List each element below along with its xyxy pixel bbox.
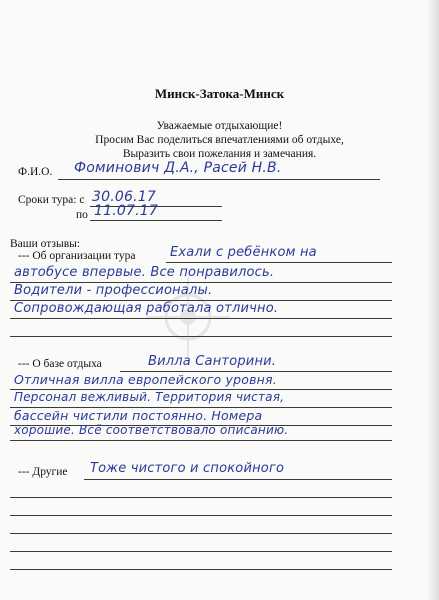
tour-dates-from-label: Сроки тура: с [18,194,85,206]
organization-label: --- Об организации тура [18,250,136,262]
base-line-3[interactable]: Персонал вежливый. Территория чистая, [14,390,285,404]
page-title: Минск-Затока-Минск [154,86,285,101]
base-label: --- О базе отдыха [18,358,102,370]
reviews-label: Ваши отзывы: [10,238,81,250]
organization-rule-5 [10,336,392,337]
base-line-1[interactable]: Вилла Санторини. [148,354,277,369]
tour-dates-to-label: по [76,209,88,221]
greeting-line-1: Уважаемые отдыхающие! [156,120,283,132]
fio-underline [58,179,380,180]
tour-date-from[interactable]: 30.06.17 [92,189,156,205]
base-line-5[interactable]: хорошие. Всё соответствовало описанию. [14,423,289,437]
greeting-line-2: Просим Вас поделиться впечатлениями об отдыхе, [95,134,344,146]
organization-line-2[interactable]: автобусе впервые. Все понравилось. [14,265,275,280]
organization-rule-4 [10,318,392,319]
other-rule-2 [10,497,392,498]
other-label: --- Другие [18,466,68,478]
organization-line-1[interactable]: Ехали с ребёнком на [170,245,317,260]
organization-line-3[interactable]: Водители - профессионалы. [14,283,213,298]
tour-date-to[interactable]: 11.07.17 [94,203,158,219]
other-rule-5 [10,551,392,552]
base-rule-5 [10,440,392,441]
organization-rule-1 [166,262,392,263]
other-rule-1 [84,479,392,480]
fio-label: Ф.И.О. [18,166,53,178]
base-line-2[interactable]: Отличная вилла европейского уровня. [14,372,277,387]
tour-date-to-underline [90,220,222,221]
fio-value[interactable]: Фоминович Д.А., Расей Н.В. [74,160,282,176]
other-line-1[interactable]: Тоже чистого и спокойного [90,461,285,476]
base-line-4[interactable]: бассейн чистили постоянно. Номера [14,408,263,423]
other-rule-4 [10,533,392,534]
other-rule-3 [10,515,392,516]
greeting-line-3: Выразить свои пожелания и замечания. [122,148,317,160]
organization-line-4[interactable]: Сопровождающая работала отлично. [14,301,279,316]
other-rule-6 [10,569,392,570]
